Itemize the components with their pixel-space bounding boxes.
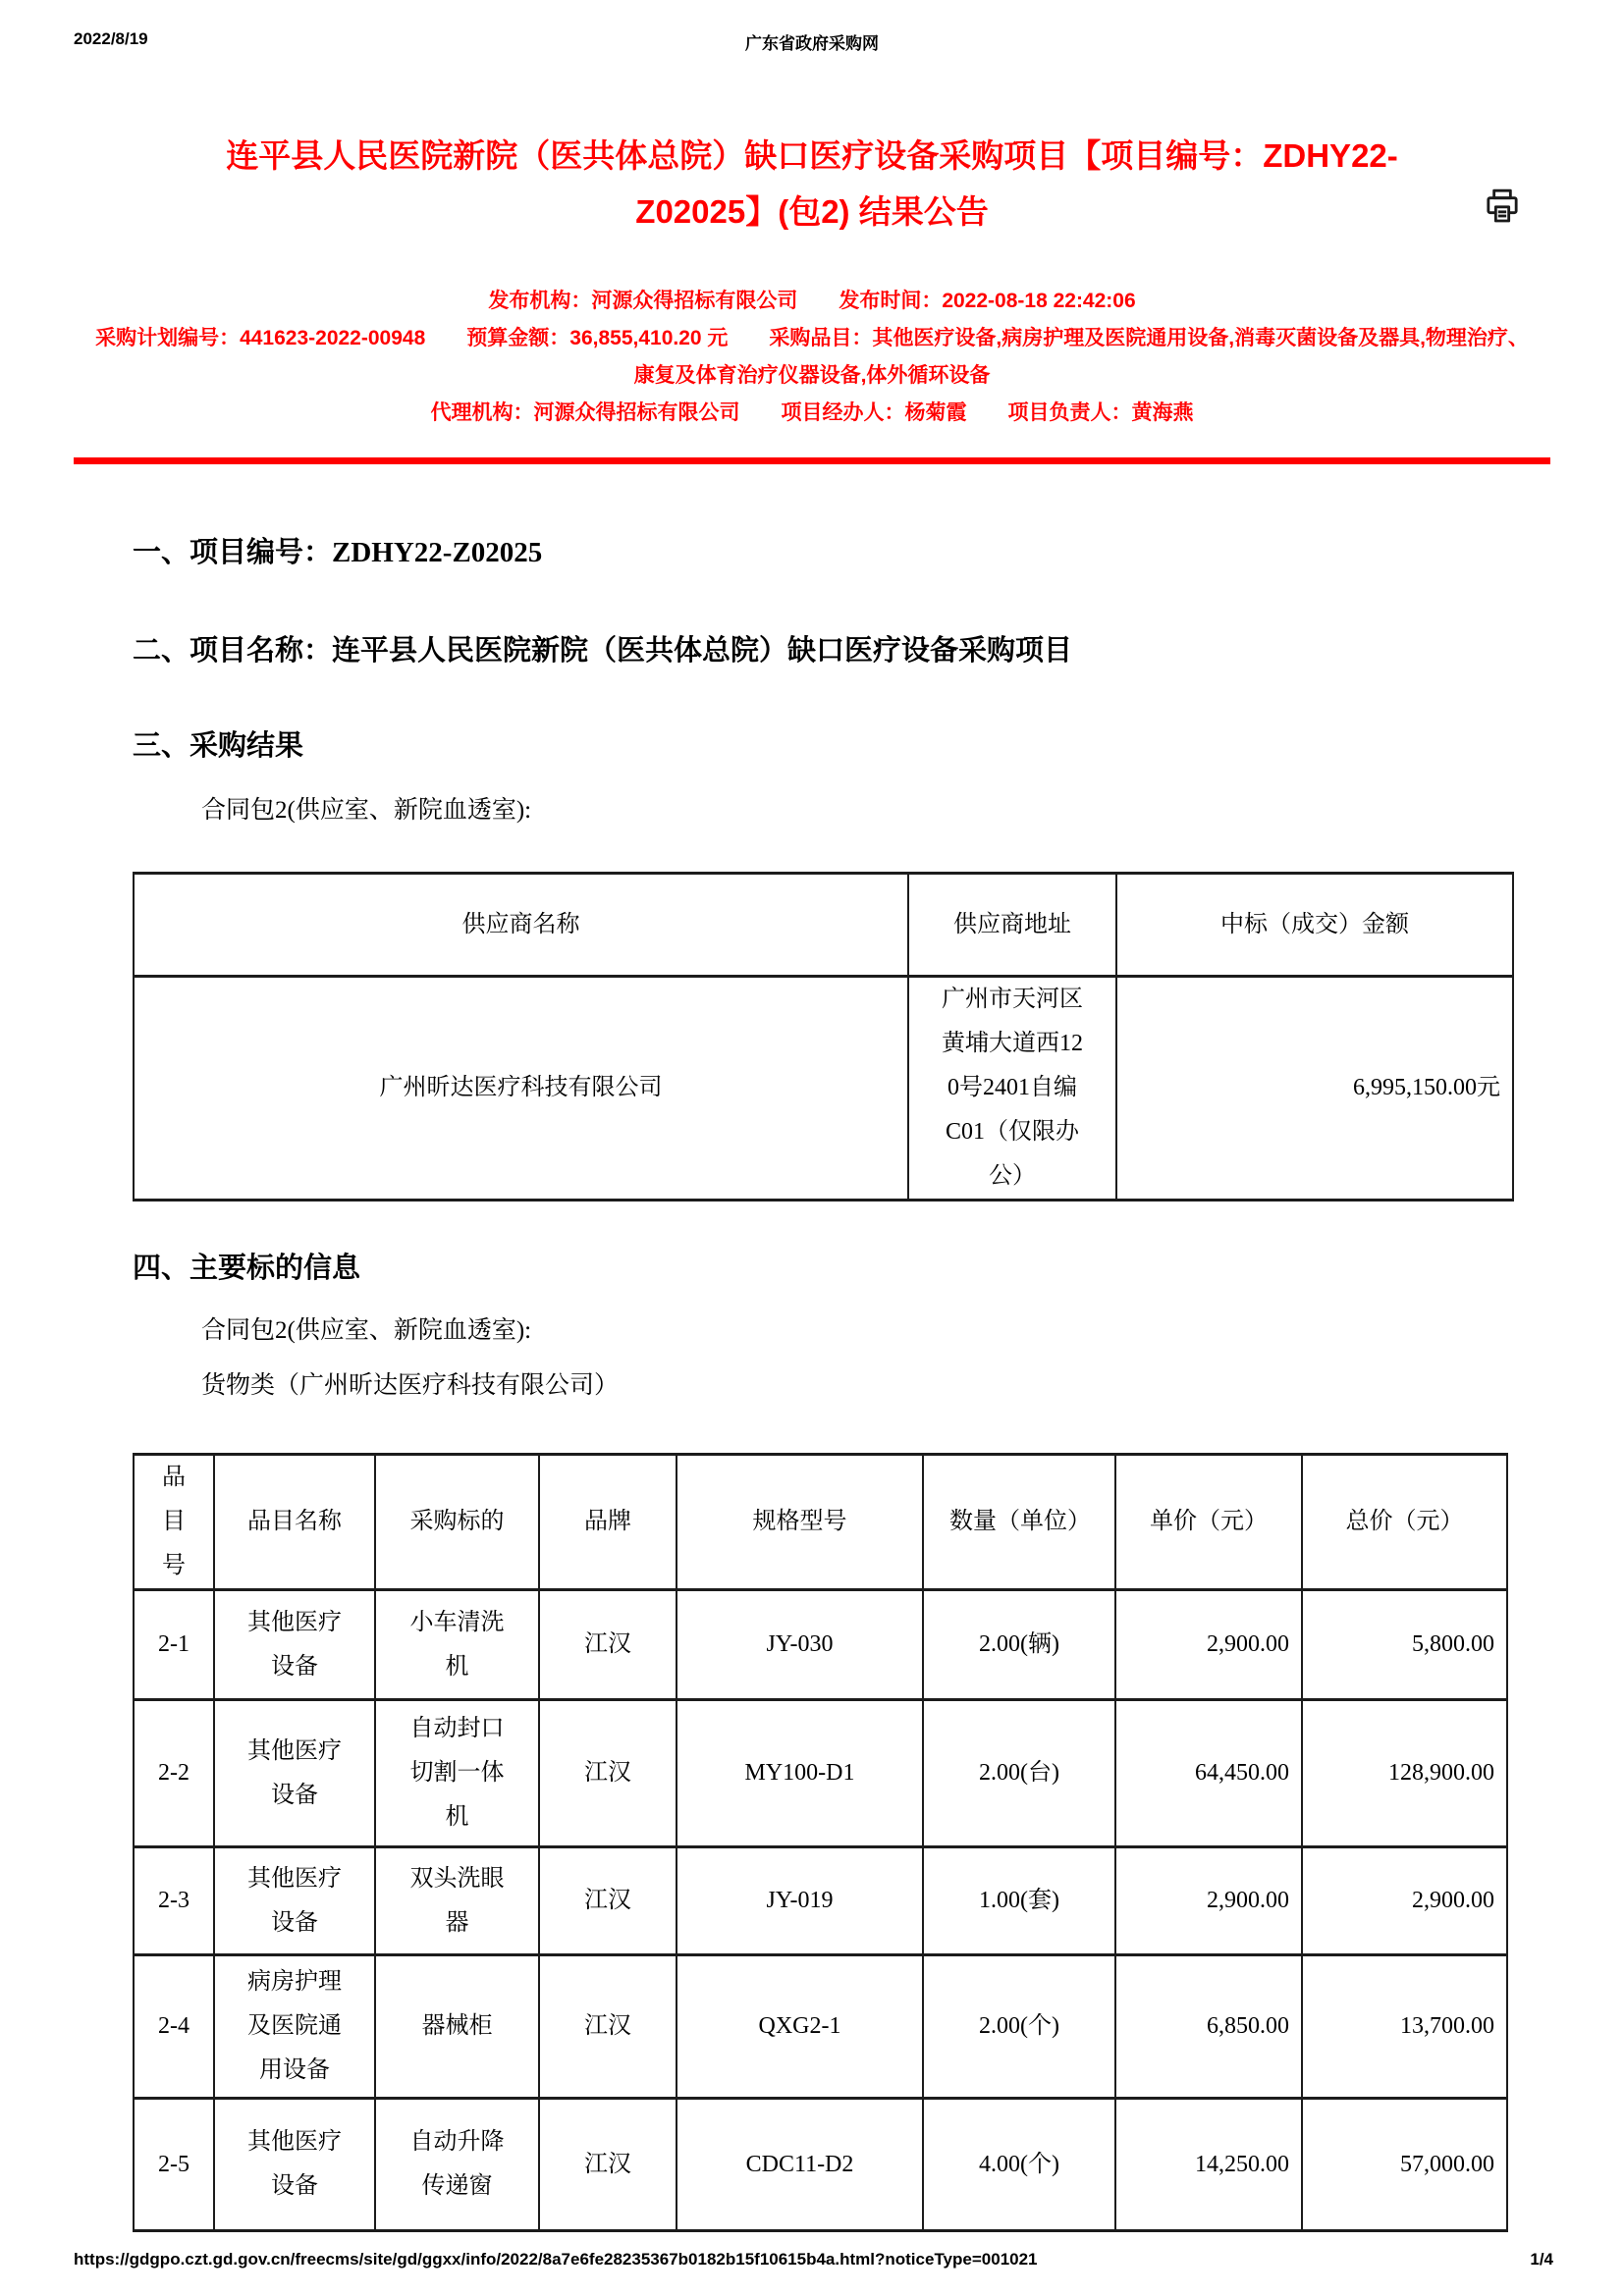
meta-line-plan <box>90 320 1534 395</box>
item-unit-price-cell: 2,900.00 <box>1115 1590 1302 1700</box>
meta-block <box>0 283 1624 432</box>
item-unit-price-cell: 6,850.00 <box>1115 1955 1302 2099</box>
leader-label: 项目负责人： <box>1007 401 1132 424</box>
section-heading-subject-info: 四、主要标的信息 <box>133 1253 361 1284</box>
supplier-table <box>133 872 1514 1201</box>
item-category-header: 品目名称 <box>214 1455 375 1590</box>
page-title <box>0 0 1624 240</box>
section-heading-project-no: 一、项目编号：ZDHY22-Z02025 <box>133 537 543 568</box>
site-name: 广东省政府采购网 <box>745 34 879 53</box>
package-line-subject: 合同包2(供应室、新院血透室): <box>201 1317 532 1344</box>
item-brand-cell: 江汉 <box>539 1590 677 1700</box>
publish-time-value: 2022-08-18 22:42:06 <box>942 290 1136 312</box>
item-brand-cell: 江汉 <box>539 1847 677 1955</box>
item-brand-header: 品牌 <box>539 1455 677 1590</box>
print-footer <box>74 2250 1553 2269</box>
item-total-price-cell: 5,800.00 <box>1302 1590 1507 1700</box>
agency-value: 河源众得招标有限公司 <box>533 401 740 424</box>
item-no-cell: 2-4 <box>134 1955 214 2099</box>
items-table-row <box>134 1955 1507 2099</box>
item-category-cell: 病房护理及医院通用设备 <box>214 1955 375 2099</box>
item-model-cell: CDC11-D2 <box>677 2099 923 2231</box>
item-qty-header: 数量（单位） <box>923 1455 1115 1590</box>
items-table-row <box>134 1847 1507 1955</box>
item-qty-cell: 2.00(辆) <box>923 1590 1115 1700</box>
items-table-row <box>134 1700 1507 1847</box>
item-model-cell: JY-019 <box>677 1847 923 1955</box>
item-brand-cell: 江汉 <box>539 1955 677 2099</box>
award-amount-header: 中标（成交）金额 <box>1116 874 1513 977</box>
item-no-header: 品目号 <box>134 1455 214 1590</box>
item-brand-cell: 江汉 <box>539 2099 677 2231</box>
plan-value: 441623-2022-00948 <box>240 327 426 349</box>
print-date: 2022/8/19 <box>74 29 148 48</box>
item-category-cell: 其他医疗设备 <box>214 2099 375 2231</box>
item-qty-cell: 4.00(个) <box>923 2099 1115 2231</box>
supplier-address-cell: 广州市天河区黄埔大道西120号2401自编C01（仅限办公） <box>908 977 1116 1201</box>
title-line-2: Z02025】(包2) 结果公告 <box>635 193 989 230</box>
meta-line-agency <box>90 395 1534 432</box>
item-category-cell: 其他医疗设备 <box>214 1847 375 1955</box>
leader-value: 黄海燕 <box>1131 401 1194 424</box>
item-target-cell: 双头洗眼器 <box>375 1847 539 1955</box>
item-category-cell: 其他医疗设备 <box>214 1590 375 1700</box>
item-target-cell: 自动升降传递窗 <box>375 2099 539 2231</box>
item-target-cell: 自动封口切割一体机 <box>375 1700 539 1847</box>
publish-time-label: 发布时间： <box>839 290 943 312</box>
agency-label: 代理机构： <box>430 401 534 424</box>
item-total-price-cell: 2,900.00 <box>1302 1847 1507 1955</box>
printer-icon[interactable] <box>1483 187 1522 226</box>
item-qty-cell: 1.00(套) <box>923 1847 1115 1955</box>
award-amount-cell: 6,995,150.00元 <box>1116 977 1513 1201</box>
item-model-cell: MY100-D1 <box>677 1700 923 1847</box>
item-model-cell: JY-030 <box>677 1590 923 1700</box>
section-heading-result: 三、采购结果 <box>133 730 304 762</box>
budget-value: 36,855,410.20 元 <box>569 327 729 349</box>
item-unit-price-cell: 2,900.00 <box>1115 1847 1302 1955</box>
item-unit-price-cell: 64,450.00 <box>1115 1700 1302 1847</box>
item-total-price-cell: 128,900.00 <box>1302 1700 1507 1847</box>
category-value: 其他医疗设备,病房护理及医院通用设备,消毒灭菌设备及器具,物理治疗、康复及体育治疗仪器设备,体外循环设备 <box>633 327 1529 387</box>
budget-label: 预算金额： <box>466 327 570 349</box>
item-brand-cell: 江汉 <box>539 1700 677 1847</box>
supplier-address-header: 供应商地址 <box>908 874 1116 977</box>
items-table-row <box>134 1590 1507 1700</box>
title-line-1: 连平县人民医院新院（医共体总院）缺口医疗设备采购项目【项目编号：ZDHY22- <box>226 137 1398 174</box>
handler-value: 杨菊霞 <box>904 401 967 424</box>
item-total-price-cell: 13,700.00 <box>1302 1955 1507 2099</box>
item-model-cell: QXG2-1 <box>677 1955 923 2099</box>
item-category-cell: 其他医疗设备 <box>214 1700 375 1847</box>
package-line-result: 合同包2(供应室、新院血透室): <box>201 797 532 824</box>
publisher-value: 河源众得招标有限公司 <box>591 290 798 312</box>
items-table-header-row <box>134 1455 1507 1590</box>
page-number: 1/4 <box>1530 2250 1553 2269</box>
item-target-header: 采购标的 <box>375 1455 539 1590</box>
items-table-row <box>134 2099 1507 2231</box>
supplier-table-row <box>134 977 1513 1201</box>
item-no-cell: 2-3 <box>134 1847 214 1955</box>
supplier-table-header-row <box>134 874 1513 977</box>
goods-type-line: 货物类（广州昕达医疗科技有限公司） <box>201 1372 620 1399</box>
item-unit-price-cell: 14,250.00 <box>1115 2099 1302 2231</box>
item-total-price-header: 总价（元） <box>1302 1455 1507 1590</box>
meta-line-publish <box>90 283 1534 320</box>
handler-label: 项目经办人： <box>781 401 905 424</box>
item-qty-cell: 2.00(个) <box>923 1955 1115 2099</box>
publisher-label: 发布机构： <box>488 290 592 312</box>
supplier-name-cell: 广州昕达医疗科技有限公司 <box>134 977 908 1201</box>
supplier-name-header: 供应商名称 <box>134 874 908 977</box>
items-table <box>133 1453 1508 2232</box>
plan-label: 采购计划编号： <box>95 327 241 349</box>
section-heading-project-name: 二、项目名称：连平县人民医院新院（医共体总院）缺口医疗设备采购项目 <box>133 635 1073 667</box>
footer-url: https://gdgpo.czt.gd.gov.cn/freecms/site/gd/ggxx/info/2022/8a7e6fe28235367b0182b15f10615b4a.html?noticeType=001021 <box>74 2250 1038 2269</box>
item-total-price-cell: 57,000.00 <box>1302 2099 1507 2231</box>
item-unit-price-header: 单价（元） <box>1115 1455 1302 1590</box>
item-target-cell: 器械柜 <box>375 1955 539 2099</box>
item-no-cell: 2-1 <box>134 1590 214 1700</box>
item-qty-cell: 2.00(台) <box>923 1700 1115 1847</box>
item-no-cell: 2-5 <box>134 2099 214 2231</box>
item-no-cell: 2-2 <box>134 1700 214 1847</box>
category-label: 采购品目： <box>769 327 873 349</box>
red-divider <box>74 457 1550 464</box>
item-model-header: 规格型号 <box>677 1455 923 1590</box>
item-target-cell: 小车清洗机 <box>375 1590 539 1700</box>
